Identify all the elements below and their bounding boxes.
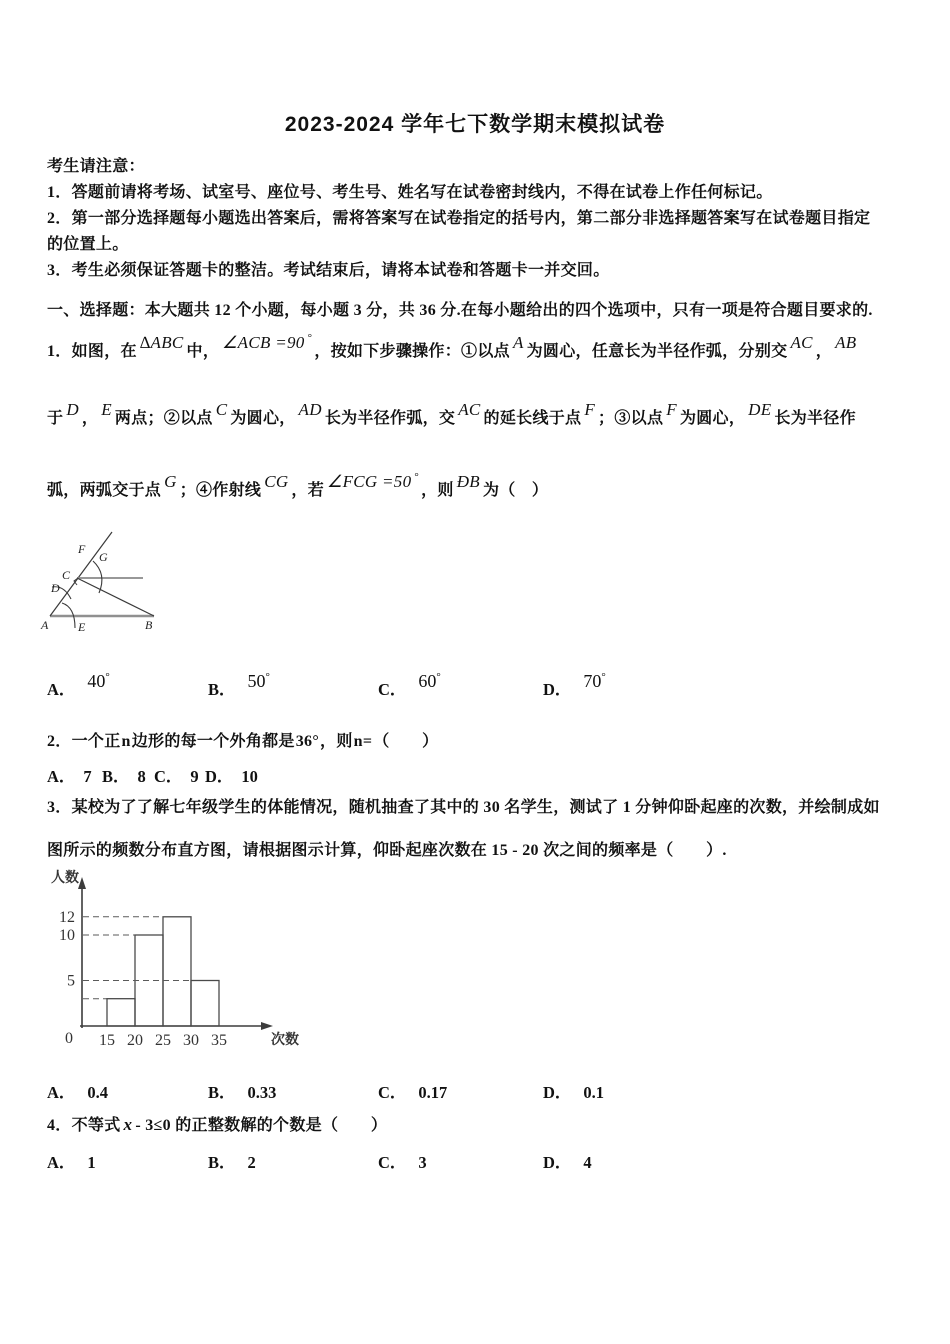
text-segment: ；③以点: [598, 410, 664, 427]
y-axis-arrow: [78, 877, 86, 889]
x-tick-label: 30: [183, 1032, 199, 1049]
text-segment: 的延长线于点: [483, 410, 582, 427]
text-segment: F: [666, 400, 677, 419]
x-tick-label: 35: [211, 1032, 227, 1049]
origin-label: 0: [65, 1030, 73, 1047]
option-value: 50: [247, 671, 266, 691]
text-segment: 为（ ）: [482, 482, 549, 499]
label-D: D: [51, 581, 60, 595]
text-segment: ，: [815, 343, 833, 360]
label-A: A: [41, 618, 49, 632]
section-heading: 一、选择题：本大题共 12 个小题，每小题 3 分，共 36 分.在每小题给出的四个选项中，只有一项是符合题目要求的.: [47, 302, 873, 319]
notice-line-3: 3．考生必须保证答题卡的整洁。考试结束后，请将本试卷和答题卡一并交回。: [47, 262, 610, 279]
q1-text-line-1: [47, 332, 859, 361]
text-segment: ∠ACB =90: [222, 333, 305, 352]
label-F: F: [78, 542, 86, 556]
x-axis-title: 次数: [271, 1033, 299, 1048]
option-value: 40: [87, 671, 106, 691]
degree-mark: °: [105, 671, 110, 683]
text-segment: CG: [264, 472, 289, 491]
notice-line-1: 1．答题前请将考场、试室号、座位号、考生号、姓名写在试卷密封线内，不得在试卷上作任何标记。: [47, 184, 773, 201]
text-segment: °: [307, 332, 313, 344]
segment-CB: [77, 578, 154, 616]
option-value: 60: [418, 671, 437, 691]
text-segment: 长为半径作弧，交: [324, 410, 456, 427]
q3-option-b: B． 0.33: [208, 1083, 277, 1102]
text-segment: 弧，两弧交于点: [47, 482, 162, 499]
y-tick-label: 5: [67, 972, 75, 990]
histogram-svg: [33, 868, 323, 1068]
text-segment: ；④作射线: [179, 482, 262, 499]
y-tick-label: 12: [59, 908, 75, 926]
x-tick-label: 20: [127, 1032, 143, 1049]
q2-option-d: D． 10: [205, 767, 258, 786]
option-value: 70: [583, 671, 602, 691]
text-segment: 为圆心，任意长为半径作弧，分别交: [526, 343, 788, 360]
q1-text-line-3: [47, 471, 549, 500]
text-segment: 2．一个正: [47, 733, 121, 750]
text-segment: A: [512, 333, 524, 352]
notice-heading: 考生请注意：: [47, 158, 145, 175]
text-segment: D: [66, 400, 79, 419]
q4-option-a: A． 1: [47, 1153, 96, 1172]
q3-option-d: D． 0.1: [543, 1083, 605, 1102]
x-axis-arrow: [261, 1022, 273, 1030]
text-segment: - 3≤0 的正整数解的个数是（ ）: [135, 1117, 388, 1134]
q3-option-a: A． 0.4: [47, 1083, 109, 1102]
q1-text-line-2: [47, 400, 856, 428]
q3-text-line-2: 图所示的频数分布直方图，请根据图示计算，仰卧起座次数在 15 - 20 次之间的频率是（ ）.: [47, 842, 727, 859]
text-segment: C: [215, 400, 228, 419]
text-segment: n=: [353, 733, 373, 750]
text-segment: ，按如下步骤操作：①以点: [314, 343, 510, 360]
q1-option-c: C． 60°: [378, 671, 441, 699]
label-B: B: [145, 618, 153, 632]
text-segment: F: [584, 400, 596, 419]
text-segment: ，则: [421, 482, 454, 499]
bar: [107, 999, 135, 1026]
q2-text: [47, 728, 438, 751]
x-tick-label: 15: [99, 1032, 115, 1049]
q1-option-d: D． 70°: [543, 671, 606, 699]
bar: [163, 917, 191, 1026]
text-segment: 1．如图，在: [47, 343, 137, 360]
q2-option-c: C． 9: [154, 767, 199, 786]
degree-mark: °: [436, 671, 441, 683]
text-segment: DE: [748, 400, 772, 419]
text-segment: 中，: [186, 343, 220, 360]
q4-option-b: B． 2: [208, 1153, 256, 1172]
text-segment: 于: [47, 410, 64, 427]
text-segment: x: [123, 1115, 133, 1134]
q1-option-a: A． 40°: [47, 671, 110, 699]
degree-mark: °: [265, 671, 270, 683]
q1-geometry-figure: [38, 530, 178, 635]
q2-options: [47, 763, 917, 791]
text-segment: 边形的每一个外角都是: [131, 733, 295, 750]
text-segment: 两点；②以点: [114, 410, 213, 427]
notice-line-2: 2．第一部分选择题每小题选出答案后，需将答案写在试卷指定的括号内，第二部分非选择题答案写在试卷题目指定: [47, 210, 871, 227]
notice-line-2-cont: 的位置上。: [47, 236, 129, 253]
q1-option-b: B． 50°: [208, 671, 270, 699]
q1-options: [47, 671, 917, 704]
q3-option-c: C． 0.17: [378, 1083, 448, 1102]
text-segment: E: [101, 400, 112, 419]
text-segment: 4．不等式: [47, 1117, 121, 1134]
text-segment: 36°: [295, 733, 320, 750]
q4-option-d: D． 4: [543, 1153, 592, 1172]
q3-text-line-1: 3．某校为了了解七年级学生的体能情况，随机抽查了其中的 30 名学生，测试了 1 分钟仰卧起座的次数，并绘制成如: [47, 799, 880, 816]
label-C: C: [62, 568, 71, 582]
text-segment: 为圆心，: [679, 410, 746, 427]
q4-text: [47, 1112, 387, 1135]
text-segment: （ ）: [373, 733, 439, 750]
x-tick-label: 25: [155, 1032, 171, 1049]
text-segment: G: [164, 472, 177, 491]
text-segment: ÐB: [456, 472, 480, 491]
y-tick-label: 10: [59, 927, 75, 944]
degree-mark: °: [601, 671, 606, 683]
label-E: E: [78, 620, 86, 634]
text-segment: AB: [835, 333, 857, 352]
q4-option-c: C． 3: [378, 1153, 427, 1172]
q2-option-b: B． 8: [102, 767, 146, 786]
q4-options: [47, 1149, 917, 1177]
text-segment: 长为半径作: [774, 410, 856, 427]
text-segment: ，若: [291, 482, 325, 499]
text-segment: AD: [298, 400, 322, 419]
page-title: 2023-2024 学年七下数学期末模拟试卷: [284, 113, 666, 136]
text-segment: 为圆心，: [230, 410, 296, 427]
q2-option-a: A． 7: [47, 767, 92, 786]
text-segment: ，则: [320, 733, 353, 750]
text-segment: ，: [81, 410, 99, 427]
text-segment: ∠FCG =50: [327, 472, 412, 491]
q3-options: [47, 1079, 917, 1107]
y-axis-title: 人数: [51, 871, 79, 886]
bar: [191, 981, 219, 1027]
text-segment: n: [121, 733, 131, 750]
text-segment: ∆ABC: [139, 333, 184, 352]
label-G: G: [99, 550, 108, 564]
text-segment: AC: [790, 333, 813, 352]
text-segment: AC: [458, 400, 481, 419]
text-segment: °: [414, 471, 420, 483]
